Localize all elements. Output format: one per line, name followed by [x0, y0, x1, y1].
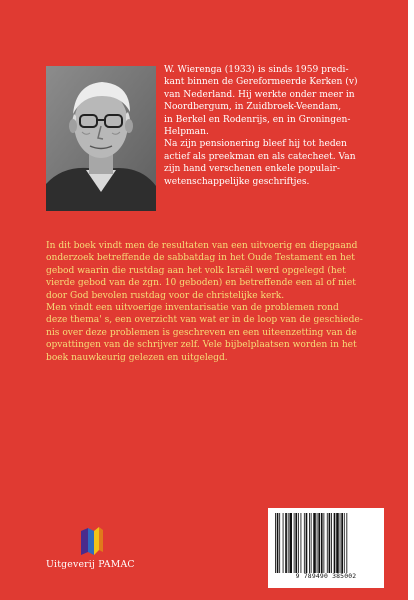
barcode-bar	[275, 513, 276, 573]
barcode-bar	[306, 513, 308, 573]
author-bio-line: in Berkel en Rodenrijs, en in Groningen-	[164, 114, 351, 125]
barcode-bar	[309, 513, 310, 573]
barcode-bar	[331, 513, 332, 573]
author-bio-line: Noordbergum, in Zuidbroek-Veendam,	[164, 102, 342, 113]
barcode-bar	[334, 513, 336, 573]
author-photo	[46, 66, 156, 211]
barcode-bar	[279, 513, 280, 573]
author-bio	[164, 64, 374, 188]
book-description	[46, 240, 376, 364]
cover-edge	[408, 0, 414, 600]
author-bio-line: van Nederland. Hij werkte onder meer in	[164, 89, 355, 100]
barcode-bar	[311, 513, 312, 573]
author-bio-line: W. Wierenga (1933) is sinds 1959 predi-	[164, 65, 349, 75]
description-line: opvattingen van de schrijver zelf. Vele bijbelplaatsen worden in het	[46, 340, 357, 351]
barcode-bar	[344, 513, 345, 573]
barcode-bar	[277, 513, 279, 573]
barcode-bar	[304, 513, 305, 573]
barcode-bar	[346, 513, 347, 573]
description-line: boek nauwkeurig gelezen en uitgelegd.	[46, 352, 228, 363]
description-line: onderzoek betreffende de sabbatdag in het Oude Testament en het	[46, 253, 355, 264]
description-line: nis over deze problemen is geschreven en een uiteenzetting van de	[46, 327, 357, 338]
barcode-digits: 9 789490 385002	[295, 572, 357, 580]
barcode-bar	[329, 513, 331, 573]
description-line: Men vindt een uitvoerige inventarisatie van de problemen rond	[46, 303, 339, 314]
barcode-bar	[317, 513, 318, 573]
barcode-bar	[301, 513, 302, 573]
barcode-icon	[274, 513, 378, 573]
barcode-bar	[313, 513, 316, 573]
barcode-bar	[323, 513, 324, 573]
author-bio-line: kant binnen de Gereformeerde Kerken (v)	[164, 77, 358, 88]
author-bio-line: zijn hand verschenen enkele populair-	[164, 164, 340, 175]
barcode-bar	[340, 513, 341, 573]
author-bio-line: Helpman.	[164, 127, 209, 138]
barcode-bar	[336, 513, 339, 573]
barcode-bar	[283, 513, 284, 573]
author-bio-line: actief als preekman en als catecheet. Van	[164, 151, 356, 162]
author-bio-line: Na zijn pensionering bleef hij tot heden	[164, 139, 347, 150]
isbn-barcode	[268, 508, 384, 588]
barcode-bar	[289, 513, 292, 573]
description-line: door God bevolen rustdag voor de christelijke kerk.	[46, 290, 285, 301]
description-line: deze thema' s, een overzicht van wat er in de loop van de geschiede-	[46, 315, 363, 326]
description-line: In dit boek vindt men de resultaten van een uitvoerig en diepgaand	[46, 241, 358, 251]
barcode-bar	[341, 513, 343, 573]
description-line: gebod waarin die rustdag aan het volk Israël werd opgelegd (het	[46, 265, 346, 276]
barcode-bar	[318, 513, 320, 573]
barcode-bar	[327, 513, 328, 573]
barcode-bar	[288, 513, 289, 573]
author-portrait-icon	[46, 66, 156, 211]
barcode-bar	[294, 513, 295, 573]
barcode-bar	[321, 513, 323, 573]
description-line: vierde gebod van de zgn. 10 geboden) en betreffende een al of niet	[46, 278, 356, 289]
barcode-bar	[298, 513, 299, 573]
publisher-name: Uitgeverij PAMAC	[46, 559, 135, 570]
publisher-logo-icon	[79, 525, 105, 555]
barcode-bar	[295, 513, 297, 573]
author-bio-line: wetenschappelijke geschriftjes.	[164, 176, 310, 187]
barcode-bar	[285, 513, 287, 573]
